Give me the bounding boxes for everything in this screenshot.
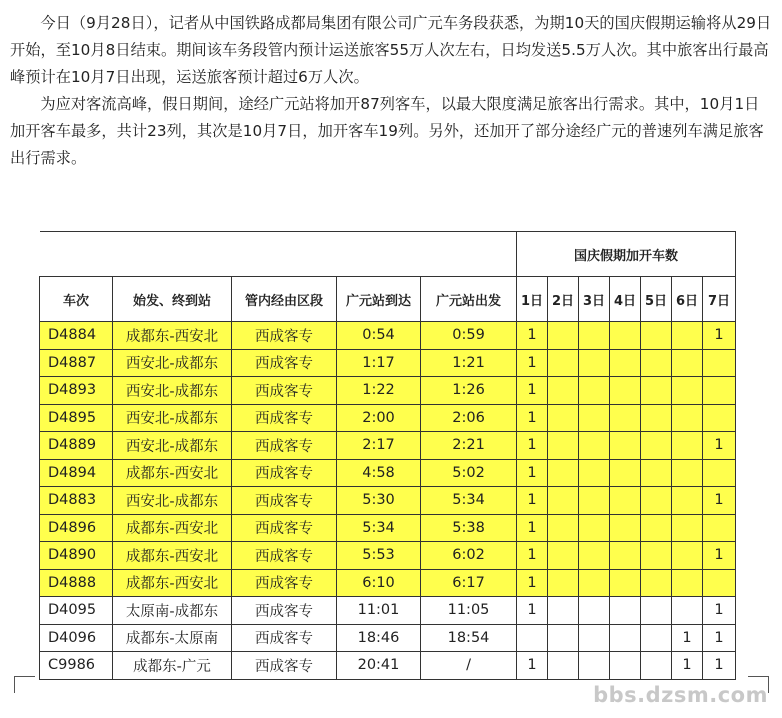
day-count-cell — [548, 322, 579, 350]
train-schedule-table-container — [39, 231, 735, 680]
day-count-cell — [641, 569, 672, 597]
section-cell: 西成客专 — [232, 514, 337, 542]
day-count-cell — [703, 459, 736, 487]
route-cell: 成都东-广元 — [113, 652, 232, 680]
day-count-cell — [672, 432, 703, 460]
watermark: bbs.dzsm.com — [593, 683, 768, 707]
day-count-cell — [579, 569, 610, 597]
day-count-cell — [548, 432, 579, 460]
departure-time-cell: / — [421, 652, 517, 680]
route-cell: 西安北-成都东 — [113, 487, 232, 515]
table-body — [40, 322, 736, 680]
day-count-cell: 1 — [672, 652, 703, 680]
arrival-time-cell: 6:10 — [337, 569, 421, 597]
column-header: 4日 — [610, 277, 641, 322]
section-cell: 西成客专 — [232, 459, 337, 487]
section-cell: 西成客专 — [232, 432, 337, 460]
day-count-cell — [579, 377, 610, 405]
day-count-cell: 1 — [703, 542, 736, 570]
day-count-cell — [579, 404, 610, 432]
day-count-cell — [579, 597, 610, 625]
day-count-cell — [579, 514, 610, 542]
day-count-cell — [641, 404, 672, 432]
day-count-cell — [672, 459, 703, 487]
departure-time-cell: 5:02 — [421, 459, 517, 487]
day-count-cell — [703, 569, 736, 597]
table-group-header-row — [40, 232, 736, 277]
day-count-cell — [548, 569, 579, 597]
crop-corner-left — [14, 676, 35, 693]
day-count-cell: 1 — [517, 432, 548, 460]
table-group-header: 国庆假期加开车数 — [517, 232, 736, 277]
day-count-cell — [641, 624, 672, 652]
day-count-cell: 1 — [703, 487, 736, 515]
day-count-cell — [641, 542, 672, 570]
day-count-cell — [672, 514, 703, 542]
table-row — [40, 349, 736, 377]
day-count-cell — [548, 542, 579, 570]
day-count-cell — [641, 459, 672, 487]
day-count-cell — [672, 349, 703, 377]
route-cell: 成都东-西安北 — [113, 459, 232, 487]
column-header: 车次 — [40, 277, 113, 322]
article-paragraph-1: 今日（9月28日），记者从中国铁路成都局集团有限公司广元车务段获悉，为期10天的国庆假期运输将从29日开始，至10月8日结束。期间该车务段管内预计运送旅客55万人次左右，日均发送5.5万人次。其中旅客出行最高峰预计在10月7日出现，运送旅客预计超过6万人次。 — [10, 14, 772, 86]
departure-time-cell: 0:59 — [421, 322, 517, 350]
day-count-cell — [610, 377, 641, 405]
day-count-cell — [610, 514, 641, 542]
day-count-cell — [579, 624, 610, 652]
train-number-cell: D4096 — [40, 624, 113, 652]
arrival-time-cell: 2:00 — [337, 404, 421, 432]
day-count-cell — [672, 404, 703, 432]
table-row — [40, 542, 736, 570]
train-number-cell: D4893 — [40, 377, 113, 405]
day-count-cell: 1 — [517, 652, 548, 680]
table-row — [40, 597, 736, 625]
section-cell: 西成客专 — [232, 377, 337, 405]
section-cell: 西成客专 — [232, 349, 337, 377]
table-header-row — [40, 277, 736, 322]
day-count-cell — [672, 569, 703, 597]
day-count-cell — [610, 432, 641, 460]
column-header: 1日 — [517, 277, 548, 322]
day-count-cell — [703, 404, 736, 432]
day-count-cell — [548, 459, 579, 487]
arrival-time-cell: 0:54 — [337, 322, 421, 350]
day-count-cell: 1 — [517, 349, 548, 377]
route-cell: 成都东-太原南 — [113, 624, 232, 652]
day-count-cell — [641, 652, 672, 680]
day-count-cell — [610, 652, 641, 680]
section-cell: 西成客专 — [232, 487, 337, 515]
day-count-cell: 1 — [517, 569, 548, 597]
day-count-cell — [672, 322, 703, 350]
day-count-cell: 1 — [703, 652, 736, 680]
day-count-cell — [579, 322, 610, 350]
route-cell: 成都东-西安北 — [113, 569, 232, 597]
departure-time-cell: 1:26 — [421, 377, 517, 405]
day-count-cell: 1 — [517, 459, 548, 487]
article-body — [10, 10, 772, 172]
train-number-cell: D4895 — [40, 404, 113, 432]
day-count-cell: 1 — [517, 542, 548, 570]
day-count-cell: 1 — [703, 597, 736, 625]
article-paragraph-2: 为应对客流高峰，假日期间，途经广元站将加开87列客车，以最大限度满足旅客出行需求。其中，10月1日加开客车最多，共计23列，其次是10月7日，加开客车19列。另外，还加开了部分途经广元的普速列车满足旅客出行需求。 — [10, 95, 764, 167]
arrival-time-cell: 18:46 — [337, 624, 421, 652]
day-count-cell — [610, 349, 641, 377]
departure-time-cell: 2:21 — [421, 432, 517, 460]
train-number-cell: D4883 — [40, 487, 113, 515]
section-cell: 西成客专 — [232, 624, 337, 652]
day-count-cell — [610, 624, 641, 652]
section-cell: 西成客专 — [232, 404, 337, 432]
day-count-cell — [641, 514, 672, 542]
column-header: 管内经由区段 — [232, 277, 337, 322]
table-row — [40, 322, 736, 350]
route-cell: 成都东-西安北 — [113, 542, 232, 570]
day-count-cell — [548, 377, 579, 405]
table-row — [40, 514, 736, 542]
day-count-cell — [672, 377, 703, 405]
table-row — [40, 487, 736, 515]
day-count-cell — [610, 542, 641, 570]
train-number-cell: D4896 — [40, 514, 113, 542]
day-count-cell — [579, 459, 610, 487]
train-number-cell: D4890 — [40, 542, 113, 570]
day-count-cell: 1 — [517, 487, 548, 515]
departure-time-cell: 5:34 — [421, 487, 517, 515]
section-cell: 西成客专 — [232, 542, 337, 570]
day-count-cell — [672, 597, 703, 625]
day-count-cell — [641, 349, 672, 377]
day-count-cell — [641, 487, 672, 515]
departure-time-cell: 6:02 — [421, 542, 517, 570]
route-cell: 成都东-西安北 — [113, 322, 232, 350]
day-count-cell — [703, 349, 736, 377]
table-header-spacer — [40, 232, 517, 277]
day-count-cell: 1 — [517, 514, 548, 542]
section-cell: 西成客专 — [232, 652, 337, 680]
day-count-cell — [548, 652, 579, 680]
arrival-time-cell: 5:30 — [337, 487, 421, 515]
day-count-cell — [641, 597, 672, 625]
day-count-cell — [579, 349, 610, 377]
route-cell: 西安北-成都东 — [113, 404, 232, 432]
day-count-cell — [548, 597, 579, 625]
day-count-cell — [579, 652, 610, 680]
day-count-cell — [672, 542, 703, 570]
day-count-cell — [548, 487, 579, 515]
day-count-cell: 1 — [517, 377, 548, 405]
column-header: 始发、终到站 — [113, 277, 232, 322]
day-count-cell — [548, 349, 579, 377]
train-number-cell: D4888 — [40, 569, 113, 597]
departure-time-cell: 5:38 — [421, 514, 517, 542]
day-count-cell — [610, 569, 641, 597]
day-count-cell: 1 — [517, 404, 548, 432]
column-header: 3日 — [579, 277, 610, 322]
day-count-cell — [548, 514, 579, 542]
arrival-time-cell: 1:22 — [337, 377, 421, 405]
day-count-cell: 1 — [517, 322, 548, 350]
day-count-cell — [641, 322, 672, 350]
departure-time-cell: 1:21 — [421, 349, 517, 377]
arrival-time-cell: 4:58 — [337, 459, 421, 487]
column-header: 7日 — [703, 277, 736, 322]
arrival-time-cell: 11:01 — [337, 597, 421, 625]
day-count-cell — [641, 377, 672, 405]
day-count-cell — [610, 322, 641, 350]
day-count-cell: 1 — [703, 322, 736, 350]
table-row — [40, 569, 736, 597]
train-number-cell: D4095 — [40, 597, 113, 625]
train-number-cell: D4894 — [40, 459, 113, 487]
day-count-cell — [672, 487, 703, 515]
departure-time-cell: 2:06 — [421, 404, 517, 432]
column-header: 5日 — [641, 277, 672, 322]
route-cell: 西安北-成都东 — [113, 432, 232, 460]
table-row — [40, 432, 736, 460]
day-count-cell — [703, 514, 736, 542]
route-cell: 成都东-西安北 — [113, 514, 232, 542]
day-count-cell — [579, 542, 610, 570]
column-header: 6日 — [672, 277, 703, 322]
day-count-cell: 1 — [672, 624, 703, 652]
arrival-time-cell: 20:41 — [337, 652, 421, 680]
day-count-cell — [548, 404, 579, 432]
day-count-cell — [579, 432, 610, 460]
column-header: 广元站出发 — [421, 277, 517, 322]
day-count-cell — [610, 487, 641, 515]
day-count-cell: 1 — [703, 624, 736, 652]
route-cell: 西安北-成都东 — [113, 377, 232, 405]
day-count-cell — [610, 459, 641, 487]
section-cell: 西成客专 — [232, 322, 337, 350]
table-row — [40, 459, 736, 487]
arrival-time-cell: 2:17 — [337, 432, 421, 460]
column-header: 广元站到达 — [337, 277, 421, 322]
day-count-cell — [641, 432, 672, 460]
table-row — [40, 624, 736, 652]
table-row — [40, 377, 736, 405]
train-number-cell: D4887 — [40, 349, 113, 377]
route-cell: 西安北-成都东 — [113, 349, 232, 377]
section-cell: 西成客专 — [232, 569, 337, 597]
table-row — [40, 404, 736, 432]
day-count-cell — [579, 487, 610, 515]
arrival-time-cell: 5:34 — [337, 514, 421, 542]
column-header: 2日 — [548, 277, 579, 322]
table-row — [40, 652, 736, 680]
departure-time-cell: 18:54 — [421, 624, 517, 652]
train-schedule-table — [39, 231, 736, 680]
arrival-time-cell: 1:17 — [337, 349, 421, 377]
day-count-cell: 1 — [703, 432, 736, 460]
day-count-cell — [548, 624, 579, 652]
departure-time-cell: 11:05 — [421, 597, 517, 625]
section-cell: 西成客专 — [232, 597, 337, 625]
day-count-cell — [517, 624, 548, 652]
train-number-cell: D4889 — [40, 432, 113, 460]
day-count-cell — [703, 377, 736, 405]
departure-time-cell: 6:17 — [421, 569, 517, 597]
route-cell: 太原南-成都东 — [113, 597, 232, 625]
arrival-time-cell: 5:53 — [337, 542, 421, 570]
day-count-cell — [610, 404, 641, 432]
train-number-cell: D4884 — [40, 322, 113, 350]
day-count-cell: 1 — [517, 597, 548, 625]
train-number-cell: C9986 — [40, 652, 113, 680]
day-count-cell — [610, 597, 641, 625]
